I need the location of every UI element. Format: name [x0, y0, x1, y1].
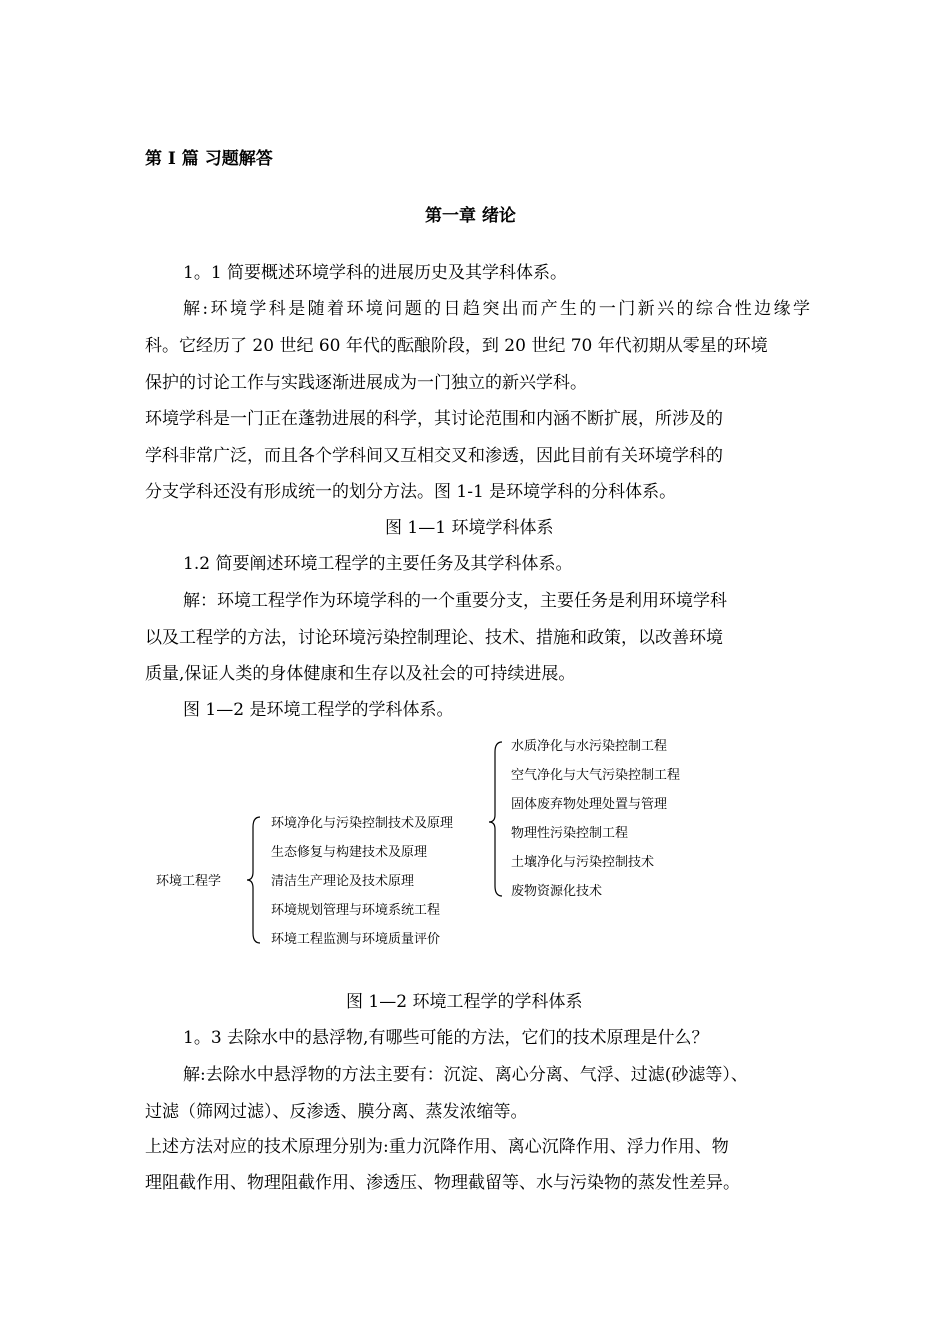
answer-1-2-line: 以及工程学的方法，讨论环境污染控制理论、技术、措施和政策，以改善环境	[145, 628, 723, 648]
answer-1-3-line: 上述方法对应的技术原理分别为:重力沉降作用、离心沉降作用、浮力作用、物	[145, 1137, 729, 1157]
answer-1-1-line: 科。它经历了 20 世纪 60 年代的酝酿阶段，到 20 世纪 70 年代初期从零星的环境	[145, 336, 768, 356]
part-title: 第 I 篇 习题解答	[145, 149, 273, 169]
question-1-1: 1。1 简要概述环境学科的进展历史及其学科体系。	[183, 263, 568, 283]
answer-1-1-line: 环境学科是一门正在蓬勃进展的科学，其讨论范围和内涵不断扩展，所涉及的	[145, 409, 723, 429]
brace-icon	[486, 740, 506, 898]
diagram-sub-branch: 空气净化与大气污染控制工程	[511, 768, 681, 783]
diagram-sub-branch: 水质净化与水污染控制工程	[511, 739, 668, 754]
diagram-sub-branch: 物理性污染控制工程	[511, 826, 629, 841]
diagram-root: 环境工程学	[156, 874, 222, 889]
answer-1-1-line: 保护的讨论工作与实践逐渐进展成为一门独立的新兴学科。	[145, 373, 587, 393]
diagram-sub-branch: 废物资源化技术	[511, 884, 603, 899]
diagram-branch: 环境工程监测与环境质量评价	[271, 932, 441, 947]
chapter-title: 第一章 绪论	[425, 206, 516, 226]
diagram-branch: 生态修复与构建技术及原理	[271, 845, 428, 860]
brace-icon	[244, 815, 264, 945]
answer-1-3-line: 过滤（筛网过滤）、反渗透、膜分离、蒸发浓缩等。	[145, 1102, 528, 1122]
answer-1-2-line: 解：环境工程学作为环境学科的一个重要分支，主要任务是利用环境学科	[183, 591, 727, 611]
figure-intro-1-2: 图 1—2 是环境工程学的学科体系。	[183, 700, 454, 720]
diagram-branch: 环境净化与污染控制技术及原理	[271, 816, 454, 831]
diagram-branch: 清洁生产理论及技术原理	[271, 874, 415, 889]
figure-caption-1-1: 图 1—1 环境学科体系	[385, 518, 554, 538]
diagram-sub-branch: 固体废弃物处理处置与管理	[511, 797, 668, 812]
question-1-3: 1。3 去除水中的悬浮物,有哪些可能的方法，它们的技术原理是什么？	[183, 1028, 709, 1048]
answer-1-1-line: 解:环境学科是随着环境问题的日趋突出而产生的一门新兴的综合性边缘学	[183, 299, 810, 319]
answer-1-3-line: 理阻截作用、物理阻截作用、渗透压、物理截留等、水与污染物的蒸发性差异。	[145, 1173, 740, 1193]
figure-caption-1-2: 图 1—2 环境工程学的学科体系	[346, 992, 583, 1012]
question-1-2: 1.2 简要阐述环境工程学的主要任务及其学科体系。	[183, 554, 573, 574]
answer-1-1-line: 学科非常广泛，而且各个学科间又互相交叉和渗透，因此目前有关环境学科的	[145, 446, 723, 466]
answer-1-2-line: 质量,保证人类的身体健康和生存以及社会的可持续进展。	[145, 664, 576, 684]
answer-1-1-line: 分支学科还没有形成统一的划分方法。图 1-1 是环境学科的分科体系。	[145, 482, 677, 502]
diagram-sub-branch: 土壤净化与污染控制技术	[511, 855, 655, 870]
diagram-branch: 环境规划管理与环境系统工程	[271, 903, 441, 918]
answer-1-3-line: 解:去除水中悬浮物的方法主要有：沉淀、离心分离、气浮、过滤(砂滤等）、	[183, 1065, 748, 1085]
